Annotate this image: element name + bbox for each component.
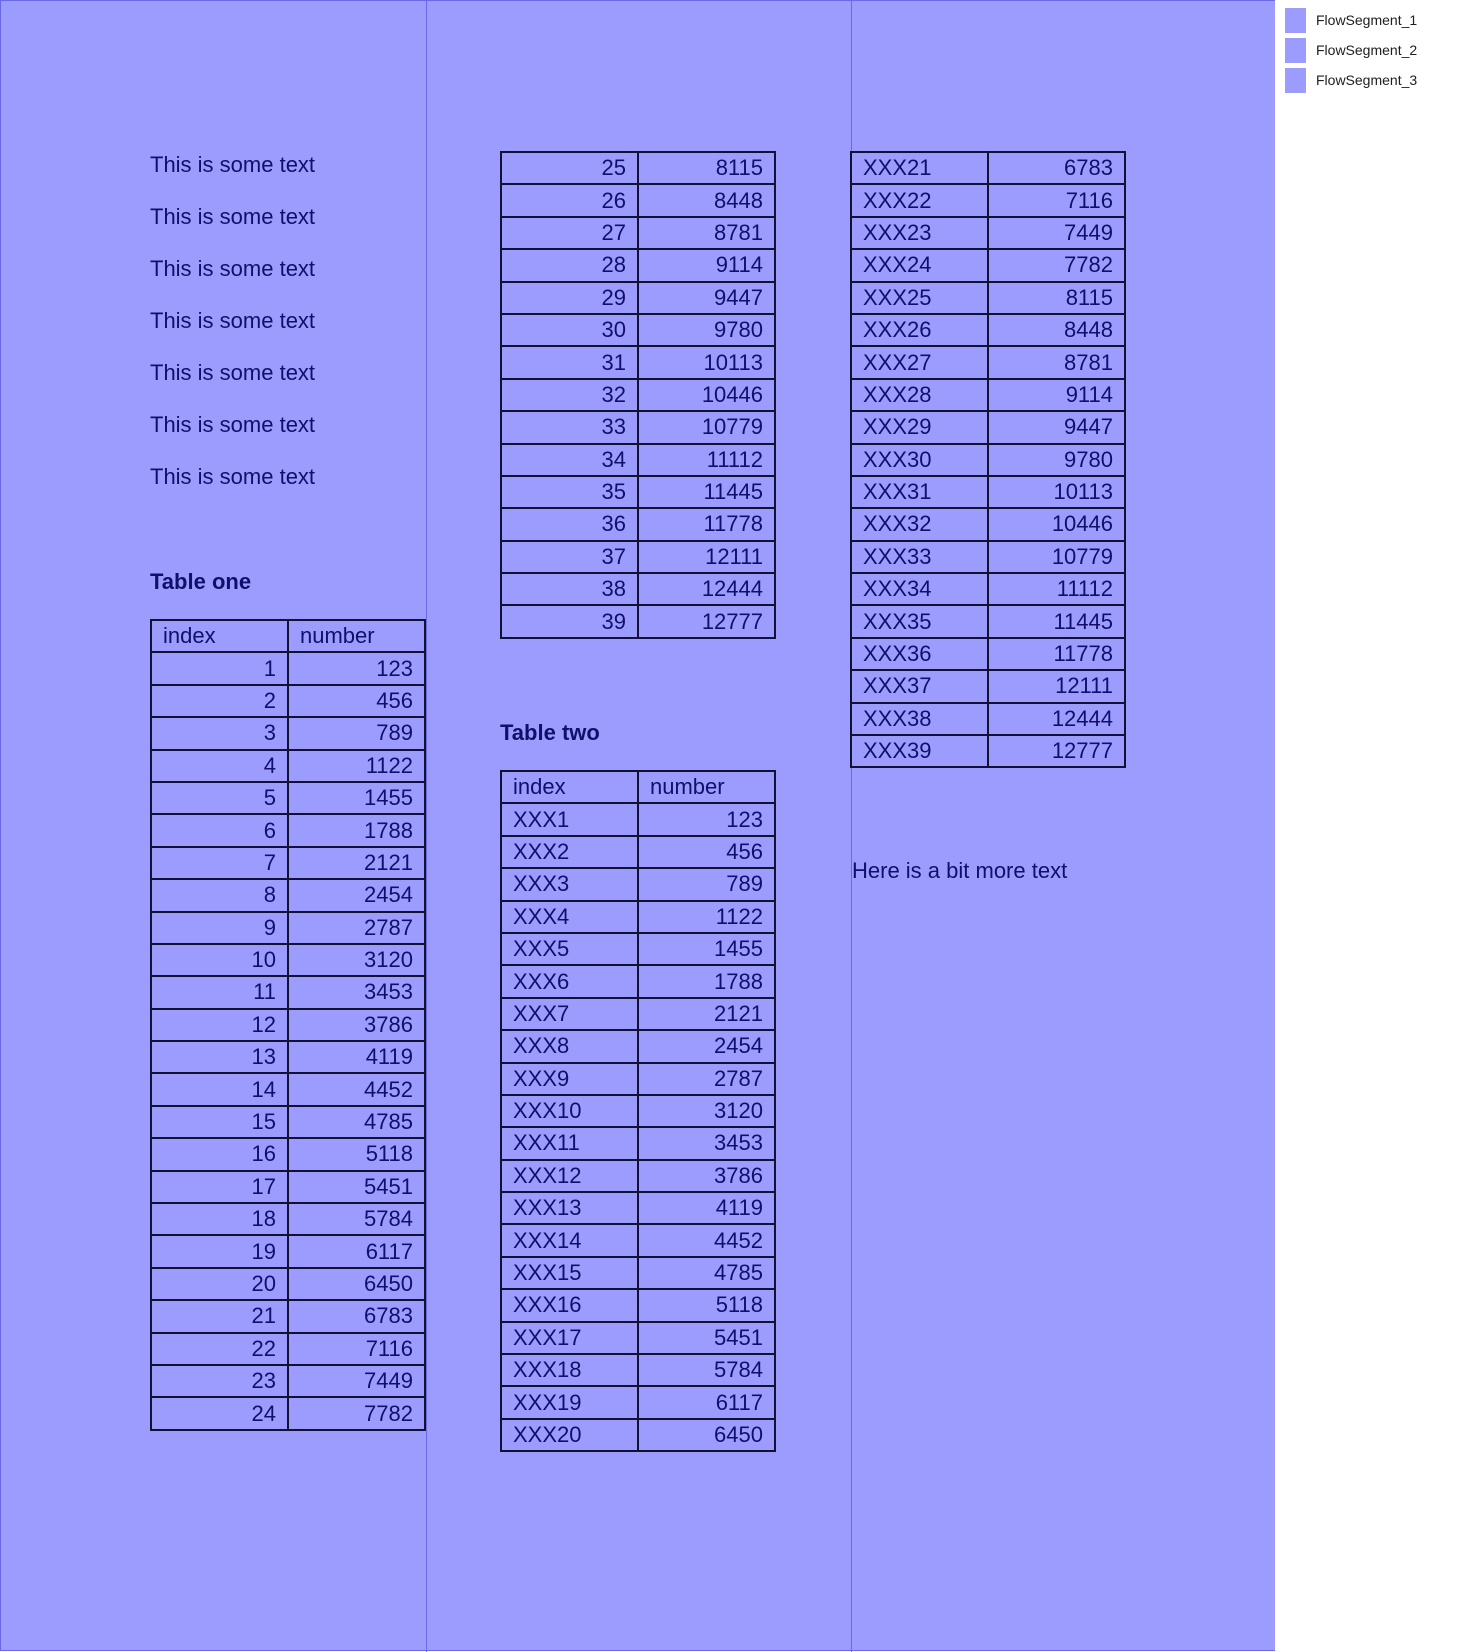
number-cell: 12444 — [638, 573, 775, 605]
table-row — [501, 1257, 775, 1289]
paragraph: This is some text — [150, 360, 316, 385]
number-cell: 456 — [288, 685, 425, 717]
number-cell: 9780 — [988, 444, 1125, 476]
legend-label: FlowSegment_2 — [1316, 42, 1418, 58]
number-cell: 3453 — [638, 1127, 775, 1159]
number-cell: 4785 — [638, 1257, 775, 1289]
table-row — [851, 444, 1125, 476]
index-cell: XXX24 — [851, 249, 988, 281]
number-cell: 11778 — [638, 508, 775, 540]
number-cell: 2454 — [288, 879, 425, 911]
number-cell: 5784 — [288, 1203, 425, 1235]
index-cell: XXX9 — [501, 1063, 638, 1095]
number-cell: 7116 — [988, 184, 1125, 216]
number-cell: 9114 — [988, 379, 1125, 411]
table-row — [501, 1063, 775, 1095]
column-header-number: number — [638, 771, 775, 803]
table-row — [851, 476, 1125, 508]
index-cell: XXX10 — [501, 1095, 638, 1127]
table-row — [151, 976, 425, 1008]
index-cell: XXX26 — [851, 314, 988, 346]
number-cell: 8115 — [638, 152, 775, 184]
number-cell: 8781 — [638, 217, 775, 249]
table-row — [501, 1095, 775, 1127]
table-row — [501, 605, 775, 637]
number-cell: 7116 — [288, 1333, 425, 1365]
number-cell: 1455 — [638, 933, 775, 965]
table-one — [150, 619, 426, 1431]
legend-swatch — [1285, 38, 1306, 63]
number-cell: 4119 — [288, 1041, 425, 1073]
index-cell: XXX23 — [851, 217, 988, 249]
number-cell: 2121 — [288, 847, 425, 879]
index-cell: XXX11 — [501, 1127, 638, 1159]
index-cell: XXX4 — [501, 901, 638, 933]
number-cell: 456 — [638, 836, 775, 868]
index-cell: XXX14 — [501, 1224, 638, 1256]
index-cell: XXX18 — [501, 1354, 638, 1386]
table-header-row — [501, 771, 775, 803]
index-cell: XXX15 — [501, 1257, 638, 1289]
table-row — [501, 836, 775, 868]
index-cell: 2 — [151, 685, 288, 717]
index-cell: 13 — [151, 1041, 288, 1073]
table-row — [151, 814, 425, 846]
index-cell: 19 — [151, 1235, 288, 1267]
number-cell: 789 — [288, 717, 425, 749]
paragraph: This is some text — [150, 204, 316, 229]
table-row — [851, 703, 1125, 735]
table-row — [501, 346, 775, 378]
table-row — [501, 1386, 775, 1418]
index-cell: 6 — [151, 814, 288, 846]
index-cell: 27 — [501, 217, 638, 249]
index-cell: 12 — [151, 1009, 288, 1041]
index-cell: XXX1 — [501, 803, 638, 835]
table-row — [501, 868, 775, 900]
table-row — [501, 1354, 775, 1386]
index-cell: 26 — [501, 184, 638, 216]
number-cell: 12777 — [988, 735, 1125, 767]
paragraph: This is some text — [150, 152, 316, 177]
number-cell: 1788 — [638, 965, 775, 997]
number-cell: 10446 — [988, 508, 1125, 540]
number-cell: 123 — [638, 803, 775, 835]
index-cell: XXX36 — [851, 638, 988, 670]
number-cell: 5451 — [638, 1322, 775, 1354]
number-cell: 10779 — [638, 411, 775, 443]
number-cell: 7449 — [988, 217, 1125, 249]
legend-item — [1285, 35, 1417, 65]
index-cell: 10 — [151, 944, 288, 976]
number-cell: 4452 — [288, 1073, 425, 1105]
index-cell: XXX8 — [501, 1030, 638, 1062]
column-header-index: index — [151, 620, 288, 652]
number-cell: 5451 — [288, 1171, 425, 1203]
index-cell: XXX35 — [851, 605, 988, 637]
number-cell: 11445 — [638, 476, 775, 508]
index-cell: XXX31 — [851, 476, 988, 508]
index-cell: XXX3 — [501, 868, 638, 900]
table-row — [151, 1138, 425, 1170]
number-cell: 10113 — [638, 346, 775, 378]
index-cell: XXX16 — [501, 1289, 638, 1321]
table-row — [501, 1419, 775, 1451]
table-row — [151, 1333, 425, 1365]
table-row — [501, 901, 775, 933]
number-cell: 10446 — [638, 379, 775, 411]
table-row — [151, 717, 425, 749]
table-row — [151, 1268, 425, 1300]
number-cell: 1122 — [288, 750, 425, 782]
table-row — [501, 411, 775, 443]
number-cell: 9780 — [638, 314, 775, 346]
table-row — [851, 411, 1125, 443]
table-row — [851, 541, 1125, 573]
index-cell: XXX2 — [501, 836, 638, 868]
table-row — [151, 1041, 425, 1073]
paragraph: This is some text — [150, 412, 316, 437]
number-cell: 10113 — [988, 476, 1125, 508]
number-cell: 12111 — [638, 541, 775, 573]
number-cell: 4119 — [638, 1192, 775, 1224]
index-cell: 33 — [501, 411, 638, 443]
index-cell: XXX12 — [501, 1160, 638, 1192]
table-row — [501, 282, 775, 314]
number-cell: 6450 — [638, 1419, 775, 1451]
table-row — [851, 379, 1125, 411]
number-cell: 8448 — [988, 314, 1125, 346]
table-row — [151, 652, 425, 684]
index-cell: XXX21 — [851, 152, 988, 184]
number-cell: 7782 — [988, 249, 1125, 281]
table-row — [501, 217, 775, 249]
number-cell: 3120 — [288, 944, 425, 976]
index-cell: XXX32 — [851, 508, 988, 540]
table-row — [851, 735, 1125, 767]
number-cell: 12777 — [638, 605, 775, 637]
index-cell: XXX38 — [851, 703, 988, 735]
number-cell: 10779 — [988, 541, 1125, 573]
index-cell: XXX19 — [501, 1386, 638, 1418]
index-cell: XXX37 — [851, 670, 988, 702]
index-cell: XXX5 — [501, 933, 638, 965]
table-row — [501, 1224, 775, 1256]
number-cell: 3786 — [638, 1160, 775, 1192]
table-two-continued — [850, 151, 1126, 768]
number-cell: 123 — [288, 652, 425, 684]
index-cell: 21 — [151, 1300, 288, 1332]
index-cell: 3 — [151, 717, 288, 749]
table-row — [851, 638, 1125, 670]
index-cell: XXX13 — [501, 1192, 638, 1224]
table-one-title: Table one — [150, 569, 252, 594]
legend-item — [1285, 5, 1417, 35]
number-cell: 11778 — [988, 638, 1125, 670]
table-row — [151, 847, 425, 879]
table-row — [501, 998, 775, 1030]
index-cell: 36 — [501, 508, 638, 540]
number-cell: 6783 — [988, 152, 1125, 184]
table-row — [151, 1106, 425, 1138]
number-cell: 11112 — [988, 573, 1125, 605]
number-cell: 11112 — [638, 444, 775, 476]
table-row — [151, 1073, 425, 1105]
index-cell: XXX28 — [851, 379, 988, 411]
table-row — [501, 314, 775, 346]
index-cell: 24 — [151, 1397, 288, 1429]
index-cell: 39 — [501, 605, 638, 637]
index-cell: 16 — [151, 1138, 288, 1170]
number-cell: 6450 — [288, 1268, 425, 1300]
number-cell: 8781 — [988, 346, 1125, 378]
number-cell: 1455 — [288, 782, 425, 814]
index-cell: 22 — [151, 1333, 288, 1365]
number-cell: 8448 — [638, 184, 775, 216]
column-divider — [426, 1, 427, 1652]
paragraph: This is some text — [150, 256, 316, 281]
table-row — [501, 1160, 775, 1192]
column-header-index: index — [501, 771, 638, 803]
table-row — [501, 249, 775, 281]
index-cell: 30 — [501, 314, 638, 346]
flow-segment-legend — [1285, 5, 1417, 95]
table-one-continued — [500, 151, 776, 639]
index-cell: XXX22 — [851, 184, 988, 216]
table-row — [501, 1192, 775, 1224]
index-cell: 28 — [501, 249, 638, 281]
number-cell: 9114 — [638, 249, 775, 281]
number-cell: 7782 — [288, 1397, 425, 1429]
index-cell: 11 — [151, 976, 288, 1008]
paragraph: This is some text — [150, 464, 316, 489]
table-row — [851, 573, 1125, 605]
table-row — [501, 803, 775, 835]
index-cell: XXX29 — [851, 411, 988, 443]
table-row — [851, 282, 1125, 314]
table-row — [151, 750, 425, 782]
table-row — [851, 508, 1125, 540]
table-two — [500, 770, 776, 1452]
number-cell: 12111 — [988, 670, 1125, 702]
index-cell: 4 — [151, 750, 288, 782]
number-cell: 3786 — [288, 1009, 425, 1041]
table-row — [151, 1171, 425, 1203]
index-cell: XXX6 — [501, 965, 638, 997]
table-row — [151, 1397, 425, 1429]
index-cell: 14 — [151, 1073, 288, 1105]
number-cell: 8115 — [988, 282, 1125, 314]
number-cell: 1788 — [288, 814, 425, 846]
table-row — [851, 314, 1125, 346]
table-row — [501, 1289, 775, 1321]
number-cell: 2787 — [288, 912, 425, 944]
number-cell: 5118 — [288, 1138, 425, 1170]
index-cell: 29 — [501, 282, 638, 314]
number-cell: 12444 — [988, 703, 1125, 735]
paragraph: This is some text — [150, 308, 316, 333]
legend-label: FlowSegment_1 — [1316, 12, 1418, 28]
table-row — [851, 217, 1125, 249]
legend-label: FlowSegment_3 — [1316, 72, 1418, 88]
index-cell: 38 — [501, 573, 638, 605]
number-cell: 7449 — [288, 1365, 425, 1397]
table-row — [151, 1203, 425, 1235]
index-cell: 15 — [151, 1106, 288, 1138]
index-cell: 8 — [151, 879, 288, 911]
index-cell: 23 — [151, 1365, 288, 1397]
number-cell: 9447 — [638, 282, 775, 314]
index-cell: 5 — [151, 782, 288, 814]
index-cell: XXX25 — [851, 282, 988, 314]
table-row — [151, 782, 425, 814]
table-row — [501, 379, 775, 411]
table-row — [501, 508, 775, 540]
table-row — [151, 944, 425, 976]
table-row — [851, 605, 1125, 637]
index-cell: 25 — [501, 152, 638, 184]
index-cell: 1 — [151, 652, 288, 684]
number-cell: 9447 — [988, 411, 1125, 443]
number-cell: 6783 — [288, 1300, 425, 1332]
legend-swatch — [1285, 8, 1306, 33]
index-cell: 34 — [501, 444, 638, 476]
number-cell: 5784 — [638, 1354, 775, 1386]
table-row — [501, 444, 775, 476]
table-row — [151, 912, 425, 944]
table-row — [501, 965, 775, 997]
number-cell: 2454 — [638, 1030, 775, 1062]
table-row — [501, 933, 775, 965]
index-cell: XXX33 — [851, 541, 988, 573]
table-row — [151, 879, 425, 911]
index-cell: XXX7 — [501, 998, 638, 1030]
index-cell: XXX30 — [851, 444, 988, 476]
number-cell: 4452 — [638, 1224, 775, 1256]
table-row — [501, 1030, 775, 1062]
index-cell: 31 — [501, 346, 638, 378]
table-row — [851, 184, 1125, 216]
table-row — [151, 1365, 425, 1397]
number-cell: 11445 — [988, 605, 1125, 637]
table-two-title: Table two — [500, 720, 600, 745]
index-cell: 35 — [501, 476, 638, 508]
table-row — [851, 670, 1125, 702]
table-row — [501, 541, 775, 573]
table-row — [851, 346, 1125, 378]
table-row — [501, 476, 775, 508]
number-cell: 2121 — [638, 998, 775, 1030]
index-cell: 37 — [501, 541, 638, 573]
table-row — [501, 184, 775, 216]
index-cell: 32 — [501, 379, 638, 411]
index-cell: 17 — [151, 1171, 288, 1203]
index-cell: XXX39 — [851, 735, 988, 767]
table-row — [151, 1300, 425, 1332]
legend-swatch — [1285, 68, 1306, 93]
table-row — [501, 1127, 775, 1159]
index-cell: XXX27 — [851, 346, 988, 378]
legend-item — [1285, 65, 1417, 95]
number-cell: 4785 — [288, 1106, 425, 1138]
index-cell: 18 — [151, 1203, 288, 1235]
number-cell: 6117 — [288, 1235, 425, 1267]
index-cell: XXX17 — [501, 1322, 638, 1354]
table-header-row — [151, 620, 425, 652]
number-cell: 1122 — [638, 901, 775, 933]
number-cell: 789 — [638, 868, 775, 900]
table-row — [151, 1235, 425, 1267]
number-cell: 5118 — [638, 1289, 775, 1321]
number-cell: 3120 — [638, 1095, 775, 1127]
table-row — [851, 152, 1125, 184]
table-row — [151, 685, 425, 717]
index-cell: 7 — [151, 847, 288, 879]
index-cell: 20 — [151, 1268, 288, 1300]
number-cell: 2787 — [638, 1063, 775, 1095]
column-header-number: number — [288, 620, 425, 652]
table-row — [501, 152, 775, 184]
number-cell: 3453 — [288, 976, 425, 1008]
table-row — [501, 1322, 775, 1354]
closing-text: Here is a bit more text — [852, 858, 1068, 883]
table-row — [151, 1009, 425, 1041]
number-cell: 6117 — [638, 1386, 775, 1418]
table-row — [501, 573, 775, 605]
table-row — [851, 249, 1125, 281]
index-cell: XXX34 — [851, 573, 988, 605]
index-cell: 9 — [151, 912, 288, 944]
index-cell: XXX20 — [501, 1419, 638, 1451]
